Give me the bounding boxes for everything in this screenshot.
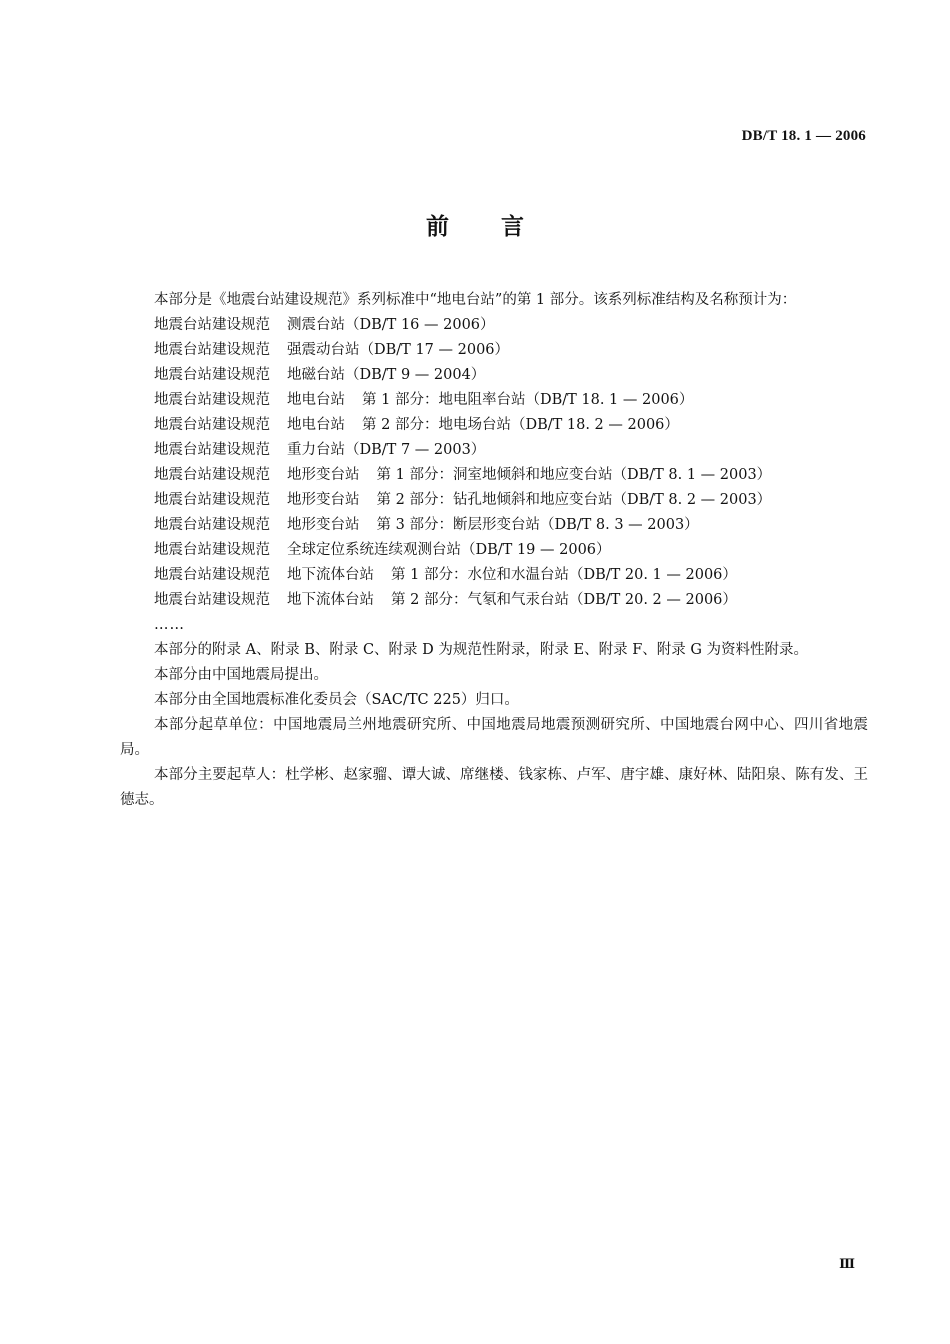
series-subgroup-name: 地电台站 [287,417,345,433]
series-item [120,313,868,338]
series-group-name: 地震台站建设规范 [154,567,270,583]
series-standard-name: 测震台站（DB/T 16 — 2006） [287,317,495,333]
series-group-name: 地震台站建设规范 [154,317,270,333]
standard-code: DB/T 18. 1 — 2006 [741,128,866,144]
page-number: Ⅲ [839,1256,855,1271]
series-group-name: 地震台站建设规范 [154,517,270,533]
paragraph-appendix: 本部分的附录 A、附录 B、附录 C、附录 D 为规范性附录，附录 E、附录 F、附录 G 为资料性附录。 [154,642,809,658]
series-standard-name: 第 1 部分：洞室地倾斜和地应变台站（DB/T 8. 1 — 2003） [376,467,772,483]
paragraph-drafters: 本部分主要起草人：杜学彬、赵家骝、谭大诚、席继楼、钱家栋、卢军、唐宇雄、康好林、陆阳泉、陈有发、王德志。 [120,767,868,808]
series-list [120,313,868,613]
series-item [120,363,868,388]
series-item [120,388,868,413]
intro-paragraph: 本部分是《地震台站建设规范》系列标准中“地电台站”的第 1 部分。该系列标准结构及名称预计为： [154,292,797,308]
series-subgroup-name: 地形变台站 [287,467,360,483]
series-standard-name: 全球定位系统连续观测台站（DB/T 19 — 2006） [287,542,611,558]
series-subgroup-name: 地下流体台站 [287,592,374,608]
page-title: 前言 [426,214,576,240]
series-subgroup-name: 地下流体台站 [287,567,374,583]
series-standard-name: 强震动台站（DB/T 17 — 2006） [287,342,510,358]
series-group-name: 地震台站建设规范 [154,592,270,608]
series-item [120,538,868,563]
series-group-name: 地震台站建设规范 [154,542,270,558]
series-subgroup-name: 地形变台站 [287,492,360,508]
foreword-body [120,288,868,813]
series-standard-name: 第 1 部分：地电阻率台站（DB/T 18. 1 — 2006） [362,392,694,408]
series-item [120,463,868,488]
series-item [120,413,868,438]
series-item [120,488,868,513]
series-standard-name: 重力台站（DB/T 7 — 2003） [287,442,486,458]
paragraph-centralized: 本部分由全国地震标准化委员会（SAC/TC 225）归口。 [154,692,519,708]
series-standard-name: 第 2 部分：地电场台站（DB/T 18. 2 — 2006） [362,417,679,433]
series-group-name: 地震台站建设规范 [154,342,270,358]
ellipsis: …… [154,617,185,633]
series-subgroup-name: 地形变台站 [287,517,360,533]
series-item [120,563,868,588]
series-group-name: 地震台站建设规范 [154,442,270,458]
paragraph-proposed: 本部分由中国地震局提出。 [154,667,328,683]
series-item [120,513,868,538]
series-standard-name: 第 2 部分：钻孔地倾斜和地应变台站（DB/T 8. 2 — 2003） [376,492,772,508]
series-group-name: 地震台站建设规范 [154,492,270,508]
series-standard-name: 地磁台站（DB/T 9 — 2004） [287,367,486,383]
series-item [120,588,868,613]
series-group-name: 地震台站建设规范 [154,392,270,408]
series-group-name: 地震台站建设规范 [154,467,270,483]
series-standard-name: 第 1 部分：水位和水温台站（DB/T 20. 1 — 2006） [391,567,737,583]
series-subgroup-name: 地电台站 [287,392,345,408]
series-item [120,338,868,363]
series-standard-name: 第 3 部分：断层形变台站（DB/T 8. 3 — 2003） [376,517,699,533]
paragraph-drafting-units: 本部分起草单位：中国地震局兰州地震研究所、中国地震局地震预测研究所、中国地震台网中心、四川省地震局。 [120,717,868,758]
series-standard-name: 第 2 部分：气氡和气汞台站（DB/T 20. 2 — 2006） [391,592,737,608]
series-group-name: 地震台站建设规范 [154,417,270,433]
series-group-name: 地震台站建设规范 [154,367,270,383]
series-item [120,438,868,463]
